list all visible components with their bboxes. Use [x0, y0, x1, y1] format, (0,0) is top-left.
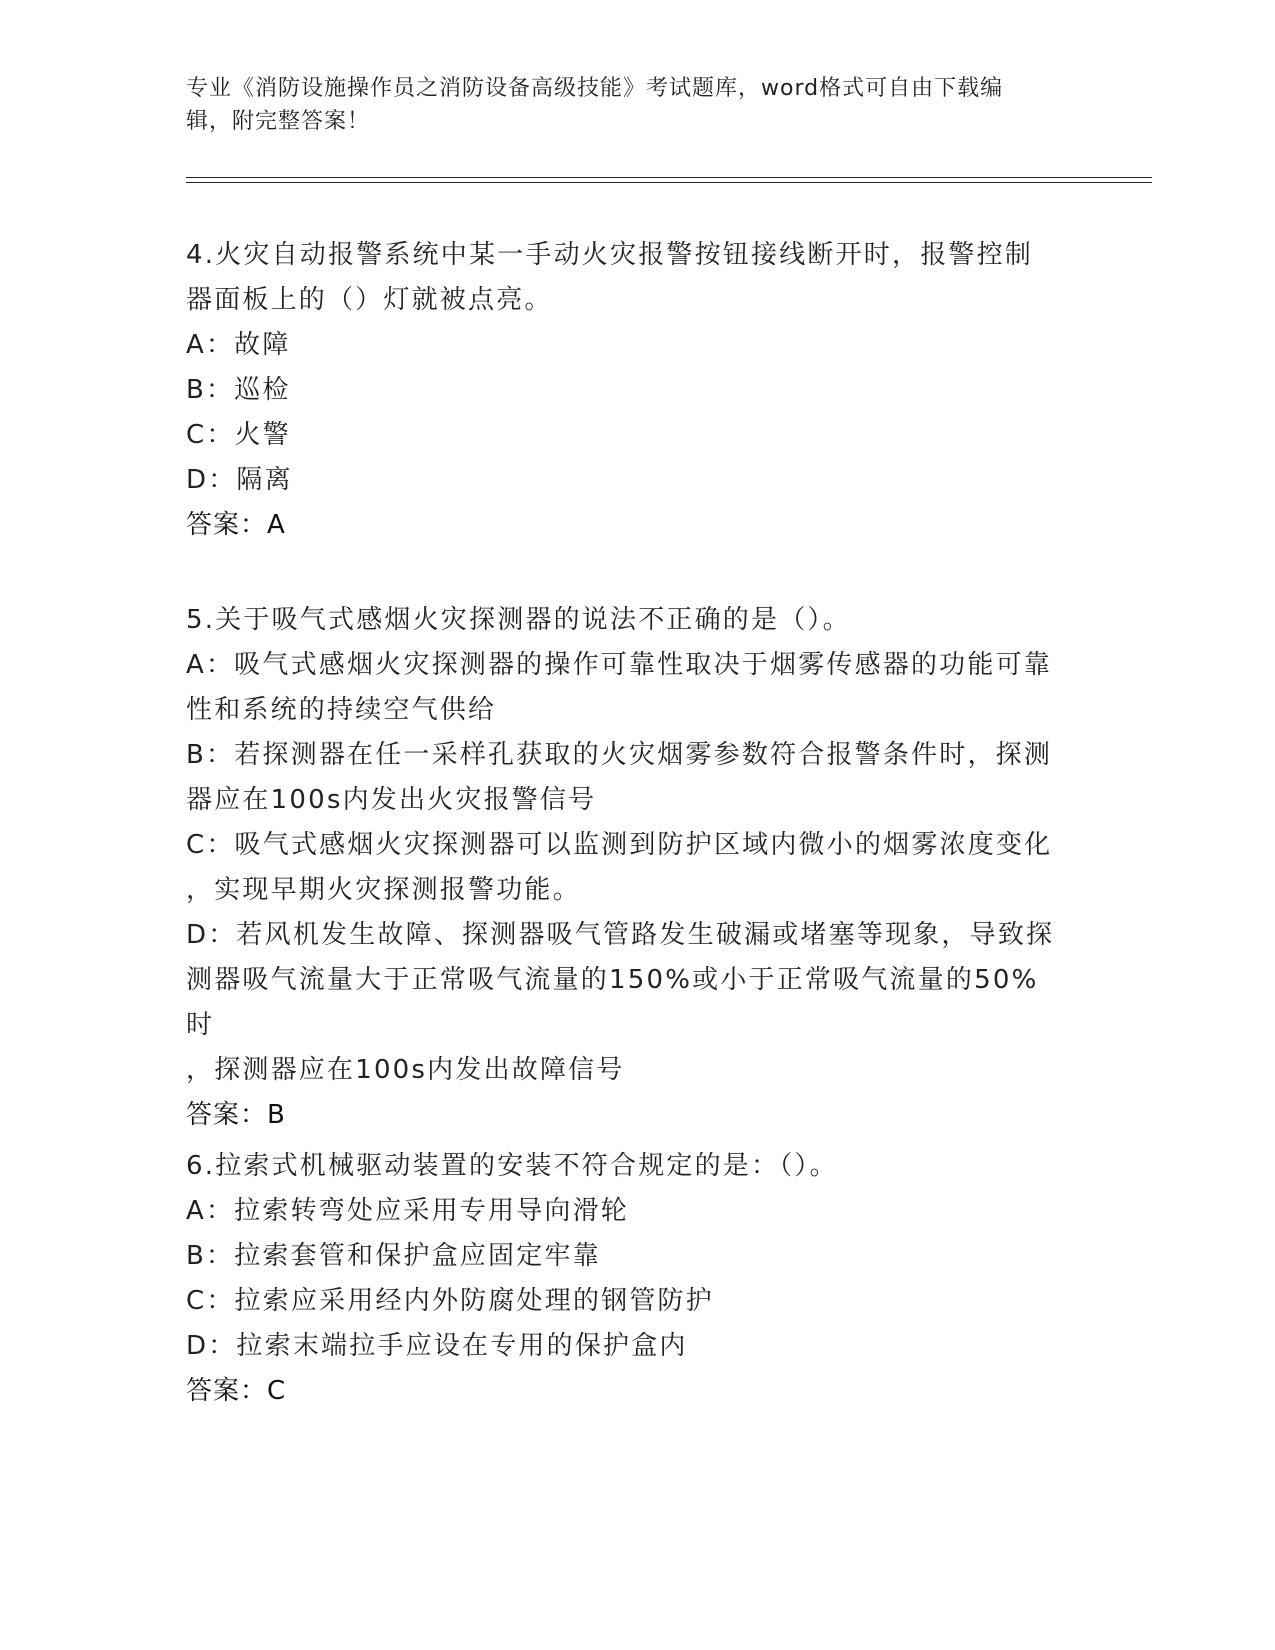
- option-a-cont: 性和系统的持续空气供给: [186, 695, 497, 725]
- option-d-cont: ，探测器应在100s内发出故障信号: [186, 1055, 625, 1085]
- option-a: A：吸气式感烟火灾探测器的操作可靠性取决于烟雾传感器的功能可靠: [186, 650, 1052, 680]
- answer-value: A: [267, 510, 286, 540]
- answer-label: 答案：: [186, 1100, 268, 1130]
- option-b: B：巡检: [186, 375, 291, 405]
- document-header: [186, 72, 1066, 138]
- question-6: [186, 1144, 1066, 1414]
- question-stem: 器面板上的（）灯就被点亮。: [186, 285, 553, 315]
- option-d: D：隔离: [186, 465, 293, 495]
- option-b-cont: 器应在100s内发出火灾报警信号: [186, 785, 597, 815]
- option-c: C：拉索应采用经内外防腐处理的钢管防护: [186, 1286, 714, 1316]
- answer-label: 答案：: [186, 510, 268, 540]
- option-b: B：若探测器在任一采样孔获取的火灾烟雾参数符合报警条件时，探测: [186, 740, 1053, 770]
- answer: [186, 1093, 1066, 1138]
- option-d: D：拉索末端拉手应设在专用的保护盒内: [186, 1331, 688, 1361]
- question-4: [186, 233, 1066, 548]
- option-d: D：若风机发生故障、探测器吸气管路发生破漏或堵塞等现象，导致探: [186, 920, 1055, 950]
- option-c: C：火警: [186, 420, 291, 450]
- header-line-2: 辑，附完整答案！: [186, 109, 371, 134]
- option-a: A：拉索转弯处应采用专用导向滑轮: [186, 1196, 629, 1226]
- option-d-cont: 测器吸气流量大于正常吸气流量的150%或小于正常吸气流量的50%时: [186, 965, 1039, 1040]
- option-c-cont: ，实现早期火灾探测报警功能。: [186, 875, 581, 905]
- option-a: A：故障: [186, 330, 291, 360]
- option-c: C：吸气式感烟火灾探测器可以监测到防护区域内微小的烟雾浓度变化: [186, 830, 1053, 860]
- answer-value: C: [267, 1376, 287, 1406]
- option-b: B：拉索套管和保护盒应固定牢靠: [186, 1241, 601, 1271]
- header-line-1: 专业《消防设施操作员之消防设备高级技能》考试题库，word格式可自由下载编: [186, 76, 1004, 101]
- header-divider-bottom: [186, 182, 1152, 183]
- question-stem: 6.拉索式机械驱动装置的安装不符合规定的是：（）。: [186, 1151, 838, 1181]
- question-5: [186, 598, 1066, 1138]
- question-stem: 5.关于吸气式感烟火灾探测器的说法不正确的是（）。: [186, 605, 851, 635]
- question-stem: 4.火灾自动报警系统中某一手动火灾报警按钮接线断开时，报警控制: [186, 240, 1034, 270]
- answer: [186, 1369, 1066, 1414]
- answer-label: 答案：: [186, 1376, 268, 1406]
- answer-value: B: [267, 1100, 286, 1130]
- answer: [186, 503, 1066, 548]
- header-divider-top: [186, 177, 1152, 178]
